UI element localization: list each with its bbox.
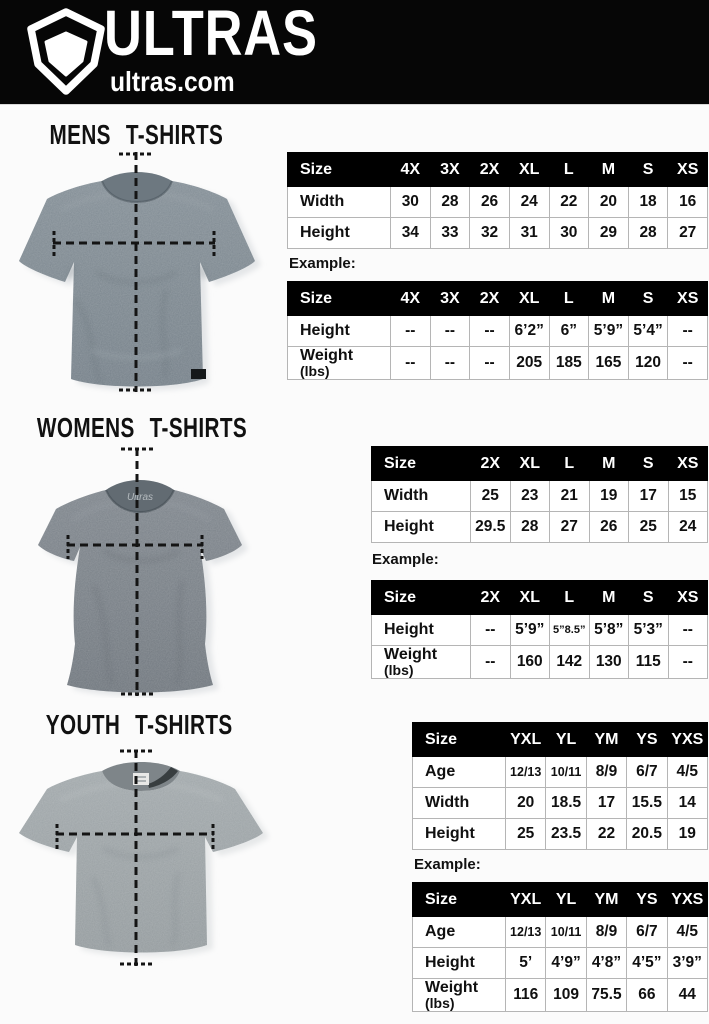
cell-value: -- [668, 615, 708, 646]
row-label: Weight (lbs) [413, 979, 506, 1012]
cell-value: -- [391, 347, 431, 380]
cell-value: 8/9 [586, 757, 626, 788]
column-header: XL [510, 581, 550, 615]
mens-example-label: Example: [289, 255, 356, 272]
column-header: S [629, 581, 669, 615]
cell-value: 4/5 [667, 917, 707, 948]
cell-value: 6’2” [509, 316, 549, 347]
cell-value: 116 [506, 979, 546, 1012]
cell-value: 66 [627, 979, 667, 1012]
cell-value: 25 [506, 819, 546, 850]
column-header: 4X [391, 282, 431, 316]
cell-value: 19 [589, 481, 629, 512]
cell-value: 23 [510, 481, 550, 512]
cell-value: 3’9” [667, 948, 707, 979]
cell-value: -- [471, 615, 511, 646]
cell-value: 10/11 [546, 757, 586, 788]
size-table [287, 281, 708, 380]
cell-value: -- [471, 646, 511, 679]
womens-tee-body [38, 480, 248, 697]
table-row [288, 347, 708, 380]
column-header: 4X [391, 153, 431, 187]
column-header: 3X [430, 153, 470, 187]
cell-value: 32 [470, 218, 510, 249]
cell-value: 14 [667, 788, 707, 819]
table-row [372, 615, 708, 646]
column-header: YL [546, 883, 586, 917]
table-row [413, 757, 708, 788]
cell-value: 18.5 [546, 788, 586, 819]
row-label: Height [413, 819, 506, 850]
column-header: S [628, 153, 668, 187]
row-label: Height [372, 615, 471, 646]
cell-value: 6” [549, 316, 589, 347]
table-row [288, 187, 708, 218]
row-label: Width [413, 788, 506, 819]
column-header: L [550, 447, 590, 481]
column-header: M [589, 447, 629, 481]
cell-value: 20.5 [627, 819, 667, 850]
cell-value: 17 [629, 481, 669, 512]
column-header: L [549, 282, 589, 316]
column-header: L [550, 581, 590, 615]
cell-value: 27 [550, 512, 590, 543]
cell-value: 18 [628, 187, 668, 218]
cell-value: 26 [470, 187, 510, 218]
column-header: Size [372, 447, 471, 481]
column-header: S [629, 447, 669, 481]
column-header: XS [668, 153, 708, 187]
cell-value: 20 [506, 788, 546, 819]
cell-value: 17 [586, 788, 626, 819]
column-header: M [589, 153, 629, 187]
column-header: M [589, 282, 629, 316]
column-header: M [589, 581, 629, 615]
cell-value: 29.5 [471, 512, 511, 543]
row-label: Weight (lbs) [372, 646, 471, 679]
mens-size-table [287, 152, 708, 249]
cell-value: 4/5 [667, 757, 707, 788]
column-header: S [628, 282, 668, 316]
column-header: XL [509, 282, 549, 316]
cell-value: 142 [550, 646, 590, 679]
row-label: Age [413, 757, 506, 788]
cell-value: 29 [589, 218, 629, 249]
size-table [371, 580, 708, 679]
cell-value: 25 [629, 512, 669, 543]
cell-value: 20 [589, 187, 629, 218]
cell-value: 5’ [506, 948, 546, 979]
row-label: Width [288, 187, 391, 218]
cell-value: 120 [628, 347, 668, 380]
cell-value: -- [430, 347, 470, 380]
youth-section-title: YOUTH T-SHIRTS [45, 709, 233, 740]
cell-value: 8/9 [586, 917, 626, 948]
column-header: L [549, 153, 589, 187]
column-header: Size [288, 153, 391, 187]
cell-value: 22 [549, 187, 589, 218]
cell-value: 28 [628, 218, 668, 249]
column-header: Size [288, 282, 391, 316]
row-label: Weight (lbs) [288, 347, 391, 380]
womens-size-table [371, 446, 708, 543]
mens-tshirt-image [6, 150, 268, 396]
size-table [287, 152, 708, 249]
cell-value: 19 [667, 819, 707, 850]
column-header: 2X [470, 153, 510, 187]
cell-value: 75.5 [586, 979, 626, 1012]
column-header: XL [510, 447, 550, 481]
column-header: Size [413, 883, 506, 917]
cell-value: 22 [586, 819, 626, 850]
cell-value: 16 [668, 187, 708, 218]
cell-value: 25 [471, 481, 511, 512]
table-row [288, 218, 708, 249]
cell-value: 5’4” [628, 316, 668, 347]
size-table [371, 446, 708, 543]
cell-value: 5”8.5” [550, 615, 590, 646]
cell-value: 6/7 [627, 757, 667, 788]
cell-value: 12/13 [506, 757, 546, 788]
row-label: Height [372, 512, 471, 543]
size-table [412, 722, 708, 850]
mens-example-table [287, 281, 708, 380]
cell-value: 33 [430, 218, 470, 249]
row-label: Height [413, 948, 506, 979]
cell-value: -- [470, 347, 510, 380]
ultras-crest-icon [24, 8, 108, 96]
cell-value: 5’8” [589, 615, 629, 646]
cell-value: -- [668, 347, 708, 380]
cell-value: 21 [550, 481, 590, 512]
hem-tag [191, 369, 206, 379]
cell-value: 130 [589, 646, 629, 679]
cell-value: 165 [589, 347, 629, 380]
cell-value: 24 [668, 512, 708, 543]
cell-value: 205 [509, 347, 549, 380]
womens-example-table [371, 580, 708, 679]
column-header: 3X [430, 282, 470, 316]
column-header: Size [413, 723, 506, 757]
brand-wordmark: ULTRAS [104, 0, 318, 69]
cell-value: 31 [509, 218, 549, 249]
column-header: XS [668, 447, 708, 481]
cell-value: 185 [549, 347, 589, 380]
column-header: YL [546, 723, 586, 757]
table-row [413, 788, 708, 819]
cell-value: 28 [510, 512, 550, 543]
mens-tee-body [19, 172, 261, 391]
cell-value: 23.5 [546, 819, 586, 850]
column-header: 2X [471, 447, 511, 481]
column-header: YXL [506, 723, 546, 757]
cell-value: 10/11 [546, 917, 586, 948]
youth-example-label: Example: [414, 856, 481, 873]
header-bar [0, 0, 709, 105]
cell-value: -- [391, 316, 431, 347]
column-header: YXS [667, 723, 707, 757]
column-header: 2X [471, 581, 511, 615]
cell-value: 4’9” [546, 948, 586, 979]
table-row [413, 948, 708, 979]
youth-example-table [412, 882, 708, 1012]
youth-size-table [412, 722, 708, 850]
cell-value: 5’9” [589, 316, 629, 347]
cell-value: 28 [430, 187, 470, 218]
column-header: Size [372, 581, 471, 615]
cell-value: 4’8” [586, 948, 626, 979]
table-row [372, 481, 708, 512]
collar-print-label: Ultras [126, 492, 154, 503]
table-row [288, 316, 708, 347]
cell-value: 12/13 [506, 917, 546, 948]
cell-value: -- [430, 316, 470, 347]
column-header: XL [509, 153, 549, 187]
cell-value: 24 [509, 187, 549, 218]
cell-value: 109 [546, 979, 586, 1012]
cell-value: 27 [668, 218, 708, 249]
cell-value: 30 [391, 187, 431, 218]
column-header: YS [627, 883, 667, 917]
table-row [372, 646, 708, 679]
table-row [413, 917, 708, 948]
youth-tshirt-image [8, 748, 274, 978]
size-table [412, 882, 708, 1012]
cell-value: 44 [667, 979, 707, 1012]
cell-value: 34 [391, 218, 431, 249]
row-label: Height [288, 316, 391, 347]
row-label: Width [372, 481, 471, 512]
cell-value: 160 [510, 646, 550, 679]
column-header: YM [586, 883, 626, 917]
cell-value: -- [668, 316, 708, 347]
column-header: YXS [667, 883, 707, 917]
womens-example-label: Example: [372, 551, 439, 568]
mens-section-title: MENS T-SHIRTS [49, 119, 223, 150]
cell-value: -- [668, 646, 708, 679]
column-header: YXL [506, 883, 546, 917]
table-row [413, 979, 708, 1012]
row-label: Age [413, 917, 506, 948]
cell-value: 115 [629, 646, 669, 679]
column-header: YM [586, 723, 626, 757]
column-header: XS [668, 282, 708, 316]
column-header: YS [627, 723, 667, 757]
cell-value: 4’5” [627, 948, 667, 979]
column-header: XS [668, 581, 708, 615]
column-header: 2X [470, 282, 510, 316]
cell-value: 5’3” [629, 615, 669, 646]
cell-value: 15.5 [627, 788, 667, 819]
cell-value: 30 [549, 218, 589, 249]
table-row [413, 819, 708, 850]
cell-value: 5’9” [510, 615, 550, 646]
brand-domain: ultras.com [110, 66, 235, 97]
cell-value: 26 [589, 512, 629, 543]
cell-value: -- [470, 316, 510, 347]
womens-tshirt-image [14, 446, 266, 698]
youth-tee-body [19, 762, 269, 957]
womens-section-title: WOMENS T-SHIRTS [36, 412, 248, 443]
table-row [372, 512, 708, 543]
row-label: Height [288, 218, 391, 249]
cell-value: 6/7 [627, 917, 667, 948]
cell-value: 15 [668, 481, 708, 512]
